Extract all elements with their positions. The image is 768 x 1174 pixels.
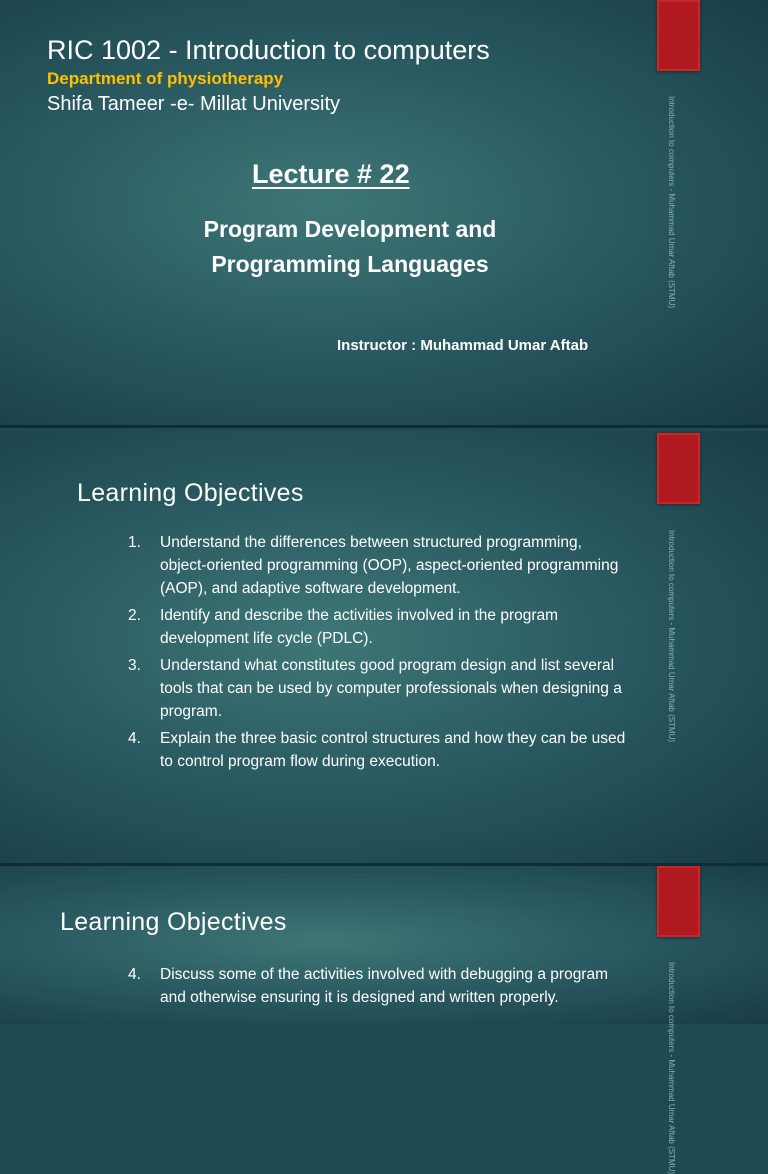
topic-line-2: Programming Languages xyxy=(211,251,489,277)
list-item xyxy=(128,727,628,773)
red-accent-tab xyxy=(657,433,700,504)
course-title: RIC 1002 - Introduction to computers xyxy=(47,35,490,65)
slide-footer-note: Introduction to computers - Muhammad Umar Aftab (STMU) xyxy=(667,962,676,1174)
slide-footer-note: Introduction to computers - Muhammad Umar Aftab (STMU) xyxy=(667,96,676,309)
item-text: Understand what constitutes good program design and list several tools that can be used by computer professionals when designing a program. xyxy=(160,657,622,720)
item-number: 4. xyxy=(128,966,141,983)
lecture-number: Lecture # 22 xyxy=(252,159,410,189)
lecture-topic xyxy=(150,212,550,282)
slide-learning-objectives-continued xyxy=(0,866,768,1174)
item-number: 1. xyxy=(128,534,141,551)
department-name: Department of physiotherapy xyxy=(47,69,284,88)
university-name: Shifa Tameer -e- Millat University xyxy=(47,93,341,115)
red-accent-tab xyxy=(657,866,700,937)
slide-title-learning-objectives: Learning Objectives xyxy=(77,479,304,507)
item-text: Identify and describe the activities involved in the program development life cycle (PDLC). xyxy=(160,607,559,647)
list-item xyxy=(128,963,628,1009)
item-text: Understand the differences between structured programming, object-oriented programming (OOP), aspect-oriented programming (AOP), and adaptive software development. xyxy=(160,534,619,597)
slide-learning-objectives xyxy=(0,431,768,863)
topic-line-1: Program Development and xyxy=(203,216,497,242)
list-item xyxy=(128,654,628,723)
instructor-name: Instructor : Muhammad Umar Aftab xyxy=(337,337,589,354)
item-number: 4. xyxy=(128,730,141,747)
item-number: 3. xyxy=(128,657,141,674)
item-number: 2. xyxy=(128,607,141,624)
item-text: Discuss some of the activities involved with debugging a program and otherwise ensuring it is designed and written properly. xyxy=(160,966,609,1006)
slide-title-learning-objectives: Learning Objectives xyxy=(60,908,287,936)
objectives-list xyxy=(128,531,628,777)
slide-title xyxy=(0,0,768,425)
objectives-list xyxy=(128,963,628,1013)
list-item xyxy=(128,604,628,650)
item-text: Explain the three basic control structures and how they can be used to control program flow during execution. xyxy=(160,730,626,770)
list-item xyxy=(128,531,628,600)
red-accent-tab xyxy=(657,0,700,71)
slide-footer-note: Introduction to computers - Muhammad Umar Aftab (STMU) xyxy=(667,530,676,743)
slide-divider xyxy=(0,425,768,428)
